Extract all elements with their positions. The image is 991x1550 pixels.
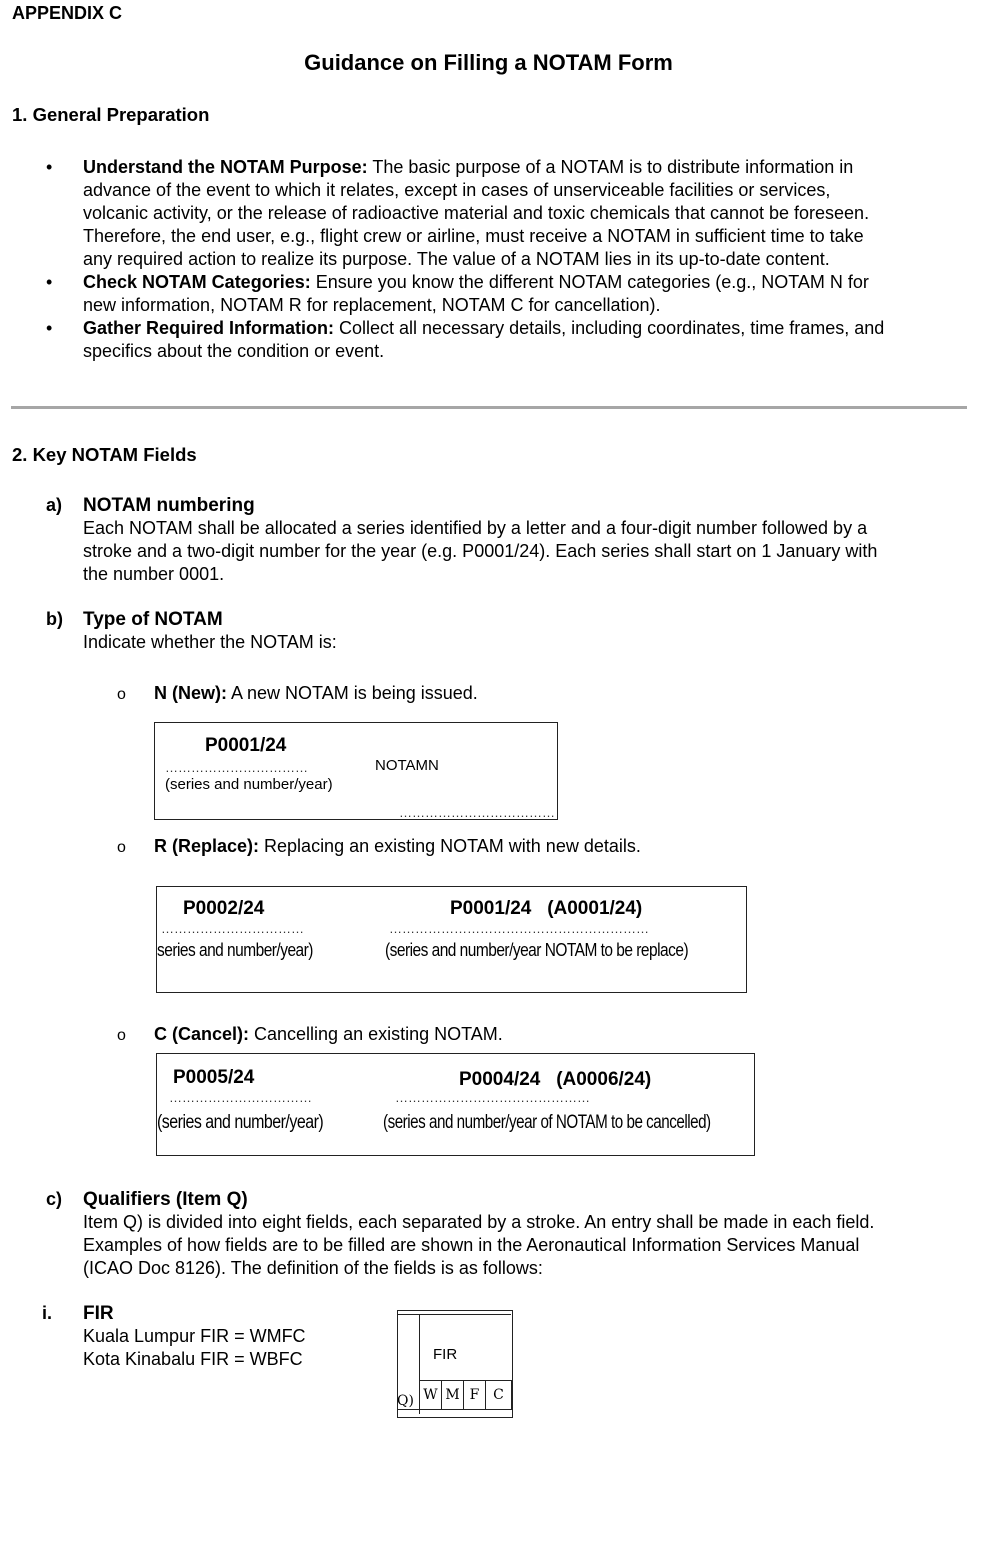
subsection-heading: Type of NOTAM <box>83 609 223 630</box>
fir-line: Kota Kinabalu FIR = WBFC <box>83 1349 303 1369</box>
dotted-line: …………………………… <box>169 1090 312 1105</box>
q-prefix: Q) <box>397 1393 414 1409</box>
subsection-text: Indicate whether the NOTAM is: <box>83 632 337 652</box>
bullet-text: Ensure you know the different NOTAM categories (e.g., NOTAM N for <box>310 272 869 292</box>
bullet-text: volcanic activity, or the release of radioactive material and toxic chemicals that cannot be foreseen. <box>83 203 870 223</box>
series-number: P0002/24 <box>183 898 265 919</box>
fir-caption: FIR <box>433 1346 458 1363</box>
option-cancel <box>0 1023 980 1046</box>
form-new-example <box>154 722 558 820</box>
bullet-dot: • <box>46 318 53 338</box>
option-replace <box>0 835 980 858</box>
option-bold: C (Cancel): <box>154 1024 250 1044</box>
subsection-label: i. <box>42 1303 53 1323</box>
fir-letter-cell: W <box>419 1380 442 1410</box>
notam-type: NOTAMN <box>375 757 439 774</box>
bullet-text: The basic purpose of a NOTAM is to distribute information in <box>367 157 854 177</box>
section1-heading: 1. General Preparation <box>12 104 210 125</box>
subsection-a <box>0 494 980 586</box>
subsection-b <box>0 608 980 654</box>
option-bold: N (New): <box>154 683 227 703</box>
bullet-item-categories <box>0 271 980 317</box>
option-bullet: o <box>117 1027 126 1044</box>
subsection-heading: FIR <box>83 1303 114 1324</box>
subsection-label: a) <box>46 495 63 515</box>
series-caption: (series and number/year) <box>165 776 333 793</box>
fir-qualifier-box <box>397 1310 512 1417</box>
series-caption: series and number/year) <box>157 940 313 960</box>
bullet-bold: Check NOTAM Categories: <box>83 272 311 292</box>
dotted-line: ……………………………………… <box>395 1090 590 1105</box>
section1-bullet-list <box>0 156 980 363</box>
appendix-label: APPENDIX C <box>12 3 123 23</box>
subsection-label: b) <box>46 609 63 629</box>
subsection-heading: NOTAM numbering <box>83 495 255 516</box>
subsection-text: (ICAO Doc 8126). The definition of the fields is as follows: <box>83 1258 543 1278</box>
bullet-dot: • <box>46 272 53 292</box>
subsection-text: Item Q) is divided into eight fields, each separated by a stroke. An entry shall be made in each field. <box>83 1212 875 1232</box>
fir-letter-cell: C <box>485 1380 512 1410</box>
bullet-bold: Understand the NOTAM Purpose: <box>83 157 368 177</box>
option-bullet: o <box>117 839 126 856</box>
bullet-item-purpose <box>0 156 980 271</box>
option-text: A new NOTAM is being issued. <box>227 683 478 703</box>
subsection-label: c) <box>46 1189 63 1209</box>
option-text: Replacing an existing NOTAM with new details. <box>259 836 641 856</box>
series-number: P0005/24 <box>173 1067 255 1088</box>
fir-letter-cell: M <box>441 1380 464 1410</box>
fir-top-rule <box>397 1314 511 1315</box>
option-bullet: o <box>117 686 126 703</box>
dotted-line: …………………………………………………… <box>389 921 649 936</box>
dotted-line: …………………………… <box>161 921 304 936</box>
form-replace-example <box>156 886 747 993</box>
cancelled-caption: (series and number/year of NOTAM to be cancelled) <box>383 1112 711 1133</box>
form-cancel-example <box>156 1053 755 1156</box>
fir-line: Kuala Lumpur FIR = WMFC <box>83 1326 306 1346</box>
subsection-text: the number 0001. <box>83 564 225 584</box>
bullet-text: Therefore, the end user, e.g., flight crew or airline, must receive a NOTAM in sufficient time to take <box>83 226 864 246</box>
bullet-text: any required action to realize its purpose. The value of a NOTAM lies in its up-to-date content. <box>83 249 830 269</box>
replaced-series-number: P0001/24 (A0001/24) <box>450 898 643 919</box>
bullet-text: advance of the event to which it relates, except in cases of unserviceable facilities or services, <box>83 180 831 200</box>
series-number: P0001/24 <box>205 735 287 756</box>
option-bold: R (Replace): <box>154 836 260 856</box>
bullet-text: specifics about the condition or event. <box>83 341 385 361</box>
bullet-item-information <box>0 317 980 363</box>
bullet-bold: Gather Required Information: <box>83 318 335 338</box>
bullet-dot: • <box>46 157 53 177</box>
subsection-text: stroke and a two-digit number for the year (e.g. P0001/24). Each series shall start on 1 January with <box>83 541 878 561</box>
bullet-text: new information, NOTAM R for replacement, NOTAM C for cancellation). <box>83 295 661 315</box>
page-title: Guidance on Filling a NOTAM Form <box>304 50 673 75</box>
cancelled-series-number: P0004/24 (A0006/24) <box>459 1069 652 1090</box>
fir-letter-cell: F <box>463 1380 486 1410</box>
subsection-text: Examples of how fields are to be filled are shown in the Aeronautical Information Services Manual <box>83 1235 860 1255</box>
bullet-text: Collect all necessary details, including coordinates, time frames, and <box>334 318 885 338</box>
subsection-c <box>0 1188 980 1280</box>
section2-heading: 2. Key NOTAM Fields <box>12 444 197 465</box>
replaced-caption: (series and number/year NOTAM to be replace) <box>385 940 689 960</box>
option-new <box>0 682 980 705</box>
dotted-line: ……………………………… <box>399 805 555 820</box>
subsection-text: Each NOTAM shall be allocated a series identified by a letter and a four-digit number followed by a <box>83 518 868 538</box>
section-divider <box>11 406 967 409</box>
option-text: Cancelling an existing NOTAM. <box>249 1024 503 1044</box>
series-caption: (series and number/year) <box>157 1112 324 1133</box>
dotted-line: …………………………… <box>165 760 308 775</box>
subsection-heading: Qualifiers (Item Q) <box>83 1189 248 1210</box>
